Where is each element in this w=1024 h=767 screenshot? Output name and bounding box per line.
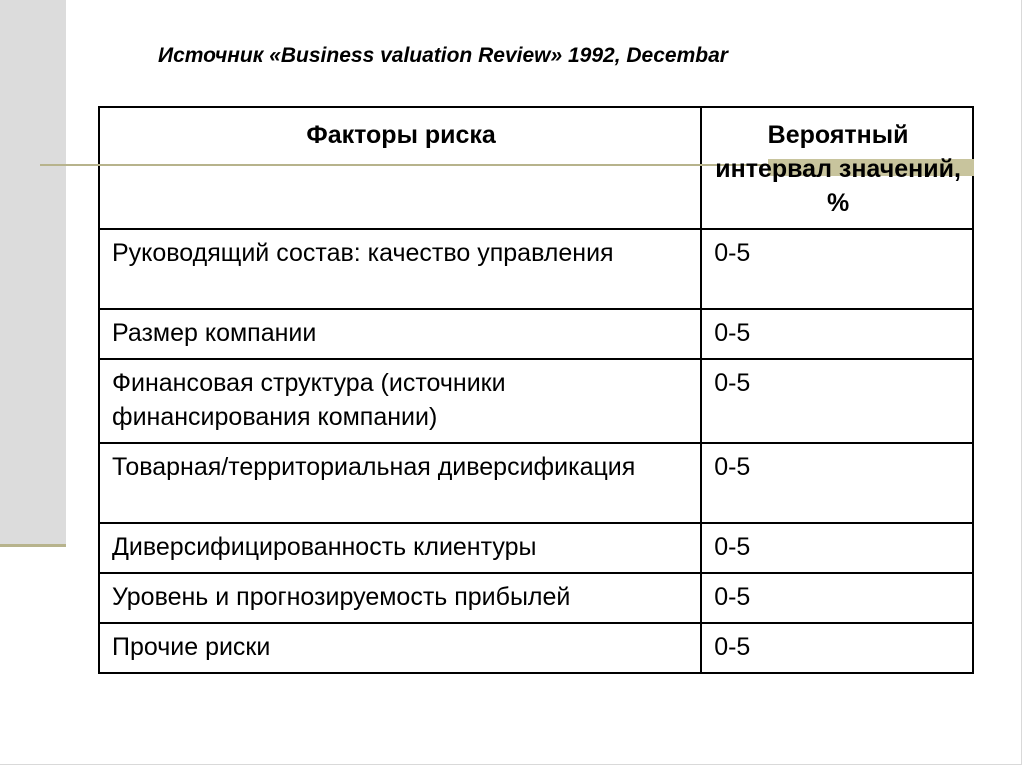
interval-cell: 0-5: [701, 523, 973, 573]
table-row: [99, 443, 973, 523]
interval-cell: 0-5: [701, 359, 973, 443]
side-panel: [0, 0, 66, 544]
risk-factor-cell: Руководящий состав: качество управления: [99, 229, 701, 309]
table-row: [99, 523, 973, 573]
risk-factor-cell: Размер компании: [99, 309, 701, 359]
interval-cell: 0-5: [701, 443, 973, 523]
header-value-interval: Вероятный интервал значений, %: [701, 107, 973, 229]
table-row: [99, 359, 973, 443]
table-row: [99, 229, 973, 309]
risk-factor-cell: Товарная/территориальная диверсификация: [99, 443, 701, 523]
table-row: [99, 309, 973, 359]
risk-factors-table: [98, 106, 974, 674]
risk-factor-cell: Прочие риски: [99, 623, 701, 673]
interval-cell: 0-5: [701, 229, 973, 309]
table-header-row: [99, 107, 973, 229]
interval-cell: 0-5: [701, 573, 973, 623]
table-row: [99, 623, 973, 673]
risk-factor-cell: Диверсифицированность клиентуры: [99, 523, 701, 573]
table-row: [99, 573, 973, 623]
risk-factor-cell: Финансовая структура (источники финансирования компании): [99, 359, 701, 443]
interval-cell: 0-5: [701, 309, 973, 359]
side-underline: [0, 544, 66, 547]
risk-factor-cell: Уровень и прогнозируемость прибылей: [99, 573, 701, 623]
header-risk-factors: Факторы риска: [99, 107, 701, 229]
interval-cell: 0-5: [701, 623, 973, 673]
source-caption: Источник «Business valuation Review» 1992, Decembar: [158, 44, 728, 67]
